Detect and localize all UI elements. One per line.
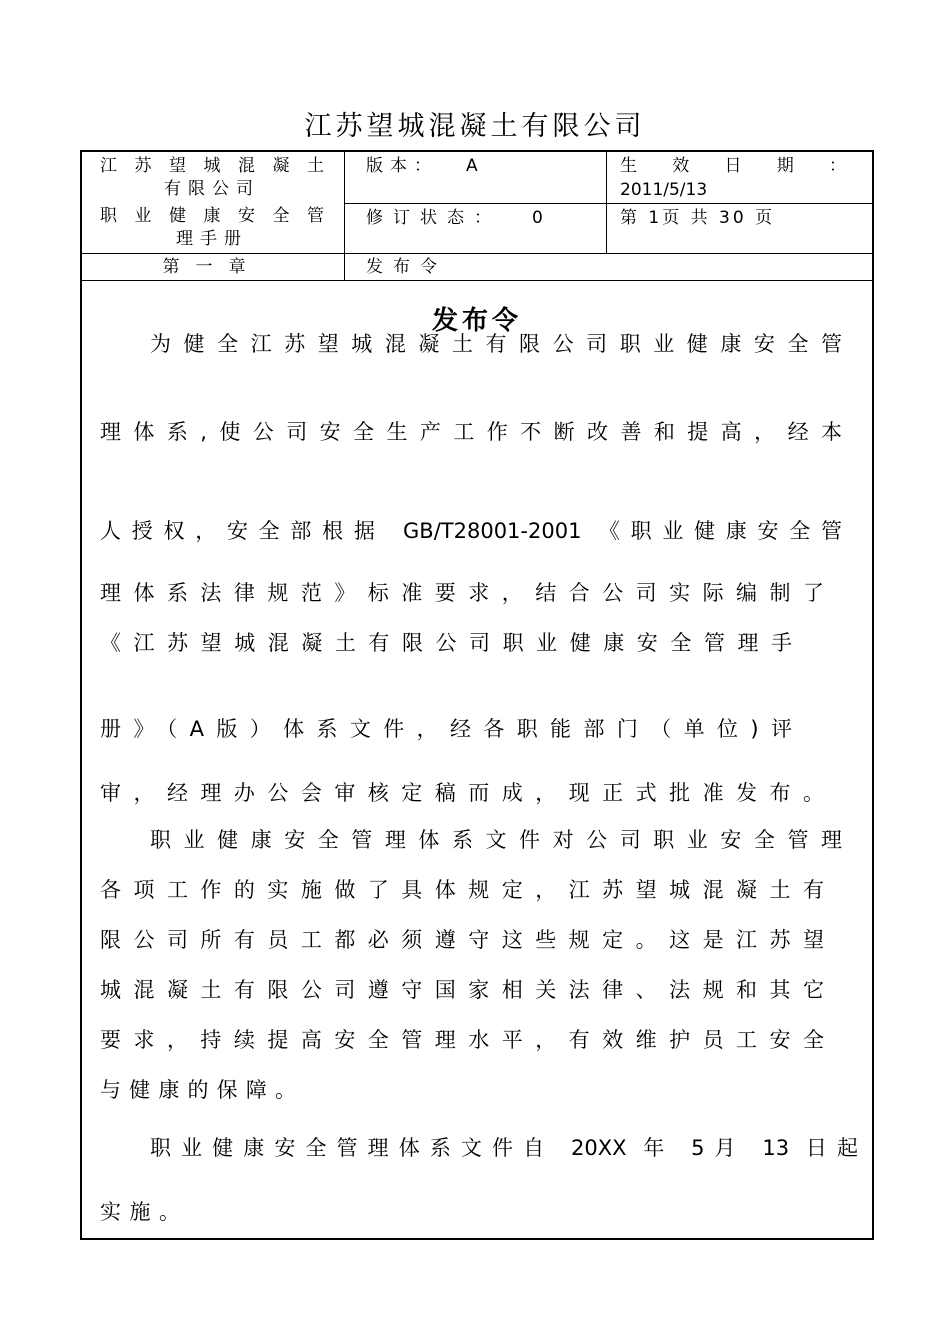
document-frame [80, 150, 874, 1240]
body-line: 人授权，安全部根据 GB/T28001-2001 《职业健康安全管 [100, 519, 842, 543]
header-row-divider [344, 203, 874, 204]
company-title: 江苏望城混凝土有限公司 [304, 111, 646, 142]
body-line: 城混凝土有限公司遵守国家相关法律、法规和其它 [100, 978, 824, 1002]
body-line: 各项工作的实施做了具体规定，江苏望城混凝土有 [100, 878, 824, 902]
manual-name-line1: 职业健康安全管 [100, 206, 324, 226]
body-line: 与健康的保障。 [100, 1078, 296, 1102]
body-line: 限公司所有员工都必须遵守这些规定。这是江苏望 [100, 928, 824, 952]
revision-value: 0 [532, 208, 550, 228]
header-bottom-line [82, 280, 874, 281]
page-info: 第 1页 共 30 页 [620, 208, 776, 228]
body-line: 《江苏望城混凝土有限公司职业健康安全管理手 [100, 631, 792, 655]
document-heading: 发布令 [431, 306, 522, 336]
version-value: A [466, 156, 485, 176]
body-line: 职业健康安全管理体系文件自 20XX 年 5月 13 日起 [150, 1136, 858, 1160]
section-label: 发布令 [366, 257, 447, 277]
company-name-line1: 江苏望城混凝土 [100, 156, 324, 176]
body-line: 册》（A版）体系文件，经各职能部门（单位)评 [100, 717, 792, 741]
header-divider-1 [344, 152, 345, 280]
revision-label: 修订状态： [366, 208, 501, 228]
body-line: 审，经理办公会审核定稿而成，现正式批准发布。 [100, 781, 824, 805]
body-line: 理体系,使公司安全生产工作不断改善和提高，经本 [100, 420, 842, 444]
body-line: 实施。 [100, 1200, 180, 1224]
version-label: 版本： [366, 156, 438, 176]
body-line: 要求，持续提高安全管理水平，有效维护员工安全 [100, 1028, 824, 1052]
manual-name-line2: 理手册 [176, 229, 248, 249]
body-line: 为健全江苏望城混凝土有限公司职业健康安全管 [150, 332, 842, 356]
body-line: 理体系法律规范》标准要求，结合公司实际编制了 [100, 581, 824, 605]
effective-date-label: 生效日期： [620, 156, 846, 176]
effective-date-value: 2011/5/13 [620, 180, 708, 200]
chapter-label: 第一章 [162, 257, 262, 277]
header-row-divider-2 [82, 253, 874, 254]
company-name-line2: 有限公司 [164, 179, 260, 199]
body-line: 职业健康安全管理体系文件对公司职业安全管理 [150, 828, 842, 852]
